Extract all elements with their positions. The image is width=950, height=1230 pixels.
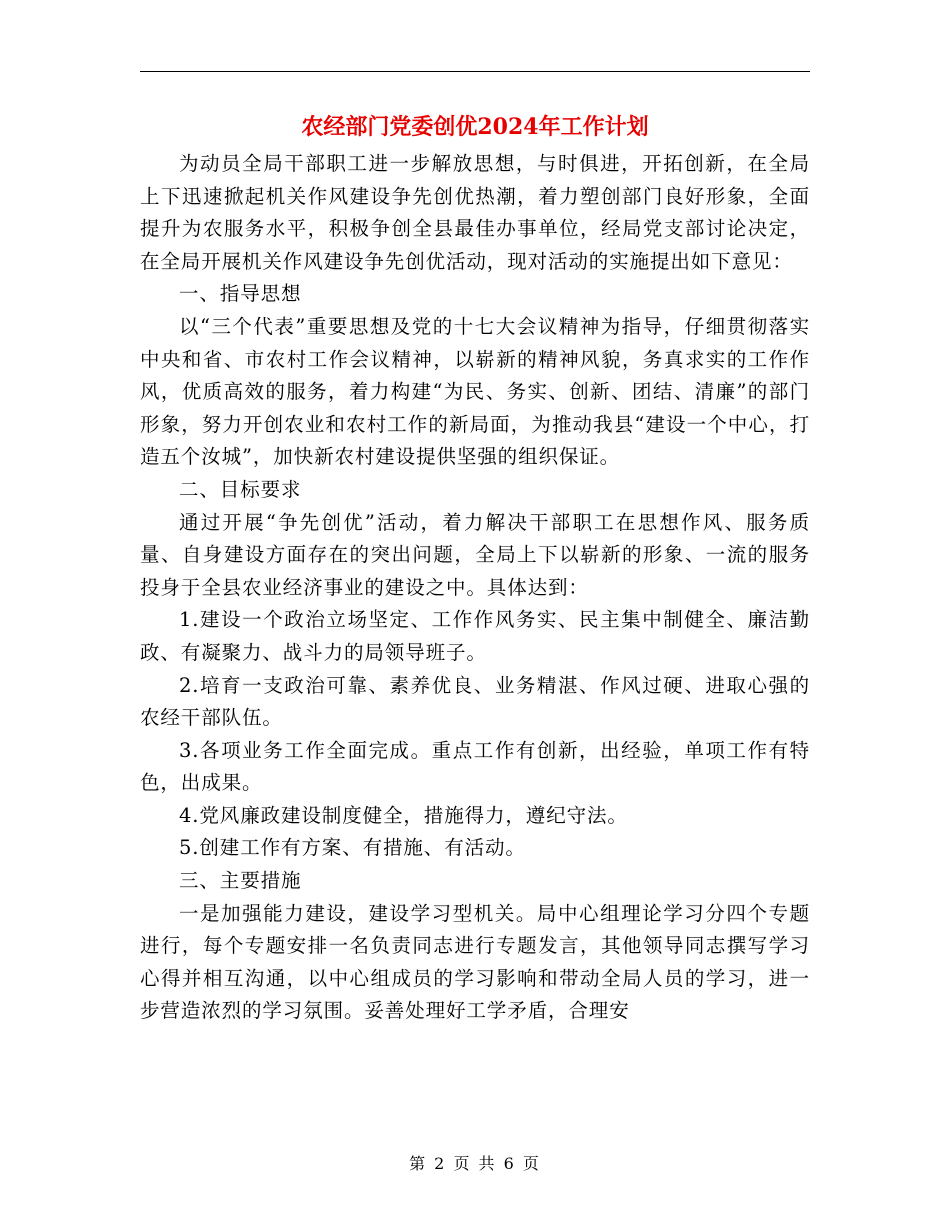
section-heading-measures: 三、主要措施 [179,869,302,893]
intro-paragraph: 为动员全局干部职工进一步解放思想，与时俱进，开拓创新，在全局上下迅速掀起机关作风建设争先创优热潮，着力塑创部门良好形象，全面提升为农服务水平，积极争创全县最佳办事单位，经局党支部讨论决定，在全局开展机关作风建设争先创优活动，现对活动的实施提出如下意见： [140,152,810,273]
header-rule [140,71,810,72]
guiding-ideology-paragraph: 以“三个代表”重要思想及党的十七大会议精神为指导，仔细贯彻落实中央和省、市农村工作会议精神，以崭新的精神风貌，务真求实的工作作风，优质高效的服务，着力构建“为民、务实、创新、团结、清廉”的部门形象，努力开创农业和农村工作的新局面，为推动我县“建设一个中心，打造五个汝城”，加快新农村建设提供坚强的组织保证。 [140,314,810,469]
section-heading-goals: 二、目标要求 [179,477,302,501]
goal-item-1: 1.建设一个政治立场坚定、工作作风务实、民主集中制健全、廉洁勤政、有凝聚力、战斗力的局领导班子。 [140,608,810,664]
goal-item-5: 5.创建工作有方案、有措施、有活动。 [179,836,526,860]
page-number-footer: 第 2 页 共 6 页 [409,1154,541,1173]
goals-paragraph: 通过开展“争先创优”活动，着力解决干部职工在思想作风、服务质量、自身建设方面存在的突出问题，全局上下以崭新的形象、一流的服务投身于全县农业经济事业的建设之中。具体达到： [140,510,810,599]
document-page [140,108,810,1028]
measures-paragraph-1: 一是加强能力建设，建设学习型机关。局中心组理论学习分四个专题进行，每个专题安排一名负责同志进行专题发言，其他领导同志撰写学习心得并相互沟通，以中心组成员的学习影响和带动全局人员的学习，进一步营造浓烈的学习氛围。妥善处理好工学矛盾，合理安 [140,901,810,1023]
goal-item-3: 3.各项业务工作全面完成。重点工作有创新，出经验，单项工作有特色，出成果。 [140,738,810,795]
goal-item-4: 4.党风廉政建设制度健全，措施得力，遵纪守法。 [179,803,628,827]
section-heading-guiding-ideology: 一、指导思想 [179,282,302,306]
goal-item-2: 2.培育一支政治可靠、素养优良、业务精湛、作风过硬、进取心强的农经干部队伍。 [140,673,810,730]
document-body [140,148,810,1028]
document-title: 农经部门党委创优2024年工作计划 [301,114,649,140]
